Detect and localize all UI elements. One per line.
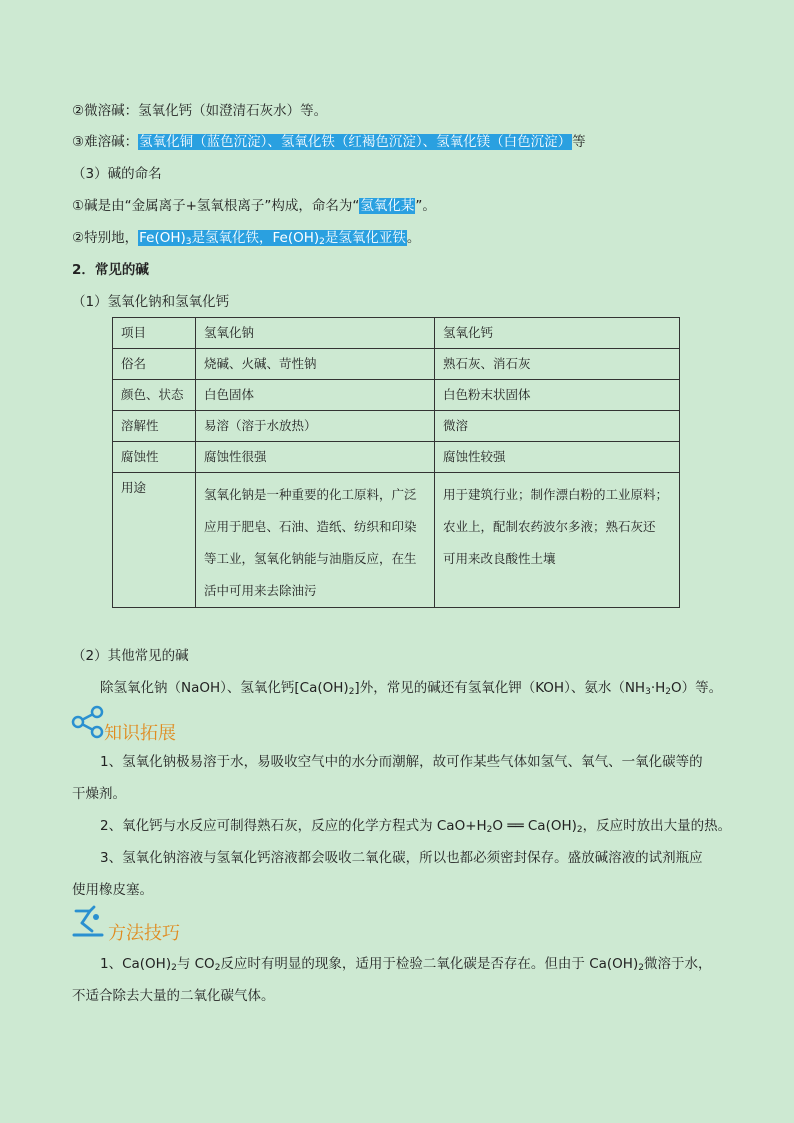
naming-rule-1	[72, 197, 436, 215]
text-run: 3、氢氧化钠溶液与氢氧化钙溶液都会吸收二氧化碳，所以也都必须密封保存。盛放碱溶液的试剂瓶应	[100, 850, 703, 866]
text-run: 微溶于水，	[643, 956, 712, 972]
text-run: O ══ Ca(OH)	[492, 818, 577, 834]
subscript: 2	[348, 687, 355, 697]
insoluble-suffix: 等	[572, 134, 586, 150]
table-cell: 易溶（溶于水放热）	[196, 411, 435, 442]
weak-base-line	[72, 102, 327, 120]
text-run: 反应时有明显的现象，适用于检验二氧化碳是否存在。但由于 Ca(OH)	[220, 956, 639, 972]
text-line: 等工业，氢氧化钠能与油脂反应，在生	[204, 551, 417, 566]
text-run: 1、氢氧化钠极易溶于水，易吸收空气中的水分而潮解，故可作某些气体如氢气、氧气、一氧化碳等的	[100, 754, 703, 770]
text-run: ·H	[650, 680, 666, 696]
knowledge-p2	[100, 817, 731, 839]
table-cell: 俗名	[113, 349, 196, 380]
common-bases-title-text: 2．常见的碱	[72, 262, 149, 278]
insoluble-base-line	[72, 133, 586, 151]
subscript: 2	[576, 825, 583, 835]
naming-rule-1-prefix: ①碱是由“金属离子+氢氧根离子”构成，命名为“	[72, 198, 360, 214]
text-run: 使用橡皮塞。	[72, 882, 153, 898]
table-row-uses	[113, 473, 680, 608]
naming-rule-1-suffix: ”。	[415, 198, 436, 214]
subscript: 3	[185, 237, 192, 247]
text-line: 应用于肥皂、石油、造纸、纺织和印染	[204, 519, 417, 534]
naming-rule-2-suffix: 。	[406, 230, 421, 246]
table-cell: 烧碱、火碱、苛性钠	[196, 349, 435, 380]
knowledge-title-text: 知识拓展	[104, 723, 176, 744]
naming-heading-text: （3）碱的命名	[72, 166, 162, 182]
text-run: 除氢氧化钠（NaOH）、氢氧化钙[Ca(OH)	[100, 680, 349, 696]
knowledge-p3	[100, 849, 703, 867]
text-run: 与 CO	[176, 956, 215, 972]
naming-rule-1-highlight: 氢氧化某	[360, 198, 415, 214]
weak-base-text: ②微溶碱：氢氧化钙（如澄清石灰水）等。	[72, 103, 328, 119]
text-run: ，反应时放出大量的热。	[582, 818, 732, 834]
table-cell: 项目	[113, 318, 196, 349]
method-p1	[100, 955, 711, 977]
knowledge-p3-cont	[72, 881, 153, 899]
text-line: 农业上，配制农药波尔多液；熟石灰还	[443, 519, 656, 534]
table-cell: 微溶	[435, 411, 680, 442]
method-title-text: 方法技巧	[108, 923, 180, 944]
subscript: 2	[214, 963, 221, 973]
iron-hydroxide-text: 是氢氧化铁，Fe(OH)	[191, 230, 320, 246]
table-row	[113, 349, 680, 380]
knowledge-p1	[100, 753, 703, 771]
other-bases-body	[100, 679, 722, 701]
subscript: 3	[645, 687, 651, 697]
table-row	[113, 411, 680, 442]
naming-heading	[72, 165, 162, 183]
table-cell: 腐蚀性	[113, 442, 196, 473]
table-cell-uses-naoh	[196, 473, 435, 608]
table-row	[113, 380, 680, 411]
other-bases-heading-text: （2）其他常见的碱	[72, 648, 189, 664]
text-run: 干燥剂。	[72, 786, 126, 802]
table-cell: 腐蚀性很强	[196, 442, 435, 473]
naming-rule-2	[72, 229, 420, 251]
microscope-icon	[70, 903, 106, 939]
text-run: 1、Ca(OH)	[100, 956, 172, 972]
table-cell: 白色固体	[196, 380, 435, 411]
text-run: O）等。	[671, 680, 723, 696]
table-cell: 溶解性	[113, 411, 196, 442]
ferrous-hydroxide-text: 是氢氧化亚铁	[324, 230, 406, 246]
text-line: 可用来改良酸性土壤	[443, 551, 556, 566]
share-nodes-icon	[70, 705, 106, 739]
table-cell: 腐蚀性较强	[435, 442, 680, 473]
table-row	[113, 442, 680, 473]
table-row	[113, 318, 680, 349]
common-bases-title	[72, 261, 149, 279]
subscript: 2	[486, 825, 493, 835]
table-cell-uses-label: 用途	[113, 473, 196, 608]
feoh3-formula: Fe(OH)	[139, 230, 186, 246]
text-line: 用于建筑行业；制作漂白粉的工业原料；	[443, 487, 669, 502]
knowledge-p1-cont	[72, 785, 126, 803]
text-run: ]外，常见的碱还有氢氧化钾（KOH）、氨水（NH	[354, 680, 646, 696]
naming-rule-2-prefix: ②特别地，	[72, 230, 139, 246]
method-p1-cont	[72, 987, 275, 1005]
table-cell: 氢氧化钙	[435, 318, 680, 349]
naoh-caoh-heading-text: （1）氢氧化钠和氢氧化钙	[72, 294, 230, 310]
other-bases-heading	[72, 647, 189, 665]
text-line: 氢氧化钠是一种重要的化工原料，广泛	[204, 487, 417, 502]
text-run: 2、氧化钙与水反应可制得熟石灰，反应的化学方程式为 CaO+H	[100, 818, 487, 834]
subscript: 2	[638, 963, 644, 973]
naoh-caoh-heading	[72, 293, 229, 311]
insoluble-prefix: ③难溶碱：	[72, 134, 139, 150]
subscript: 2	[665, 687, 672, 697]
table-cell: 熟石灰、消石灰	[435, 349, 680, 380]
method-section-title	[108, 919, 180, 945]
naming-rule-2-highlight	[138, 230, 407, 246]
table-cell: 氢氧化钠	[196, 318, 435, 349]
insoluble-highlight: 氢氧化铜（蓝色沉淀）、氢氧化铁（红褐色沉淀）、氢氧化镁（白色沉淀）	[139, 134, 572, 150]
properties-table	[112, 317, 680, 608]
subscript: 2	[171, 963, 177, 973]
table-cell: 白色粉末状固体	[435, 380, 680, 411]
text-line: 活中可用来去除油污	[204, 583, 317, 598]
subscript: 2	[319, 237, 325, 247]
table-cell-uses-caoh	[435, 473, 680, 608]
text-run: 不适合除去大量的二氧化碳气体。	[72, 988, 275, 1004]
knowledge-section-title	[104, 719, 176, 745]
table-cell: 颜色、状态	[113, 380, 196, 411]
